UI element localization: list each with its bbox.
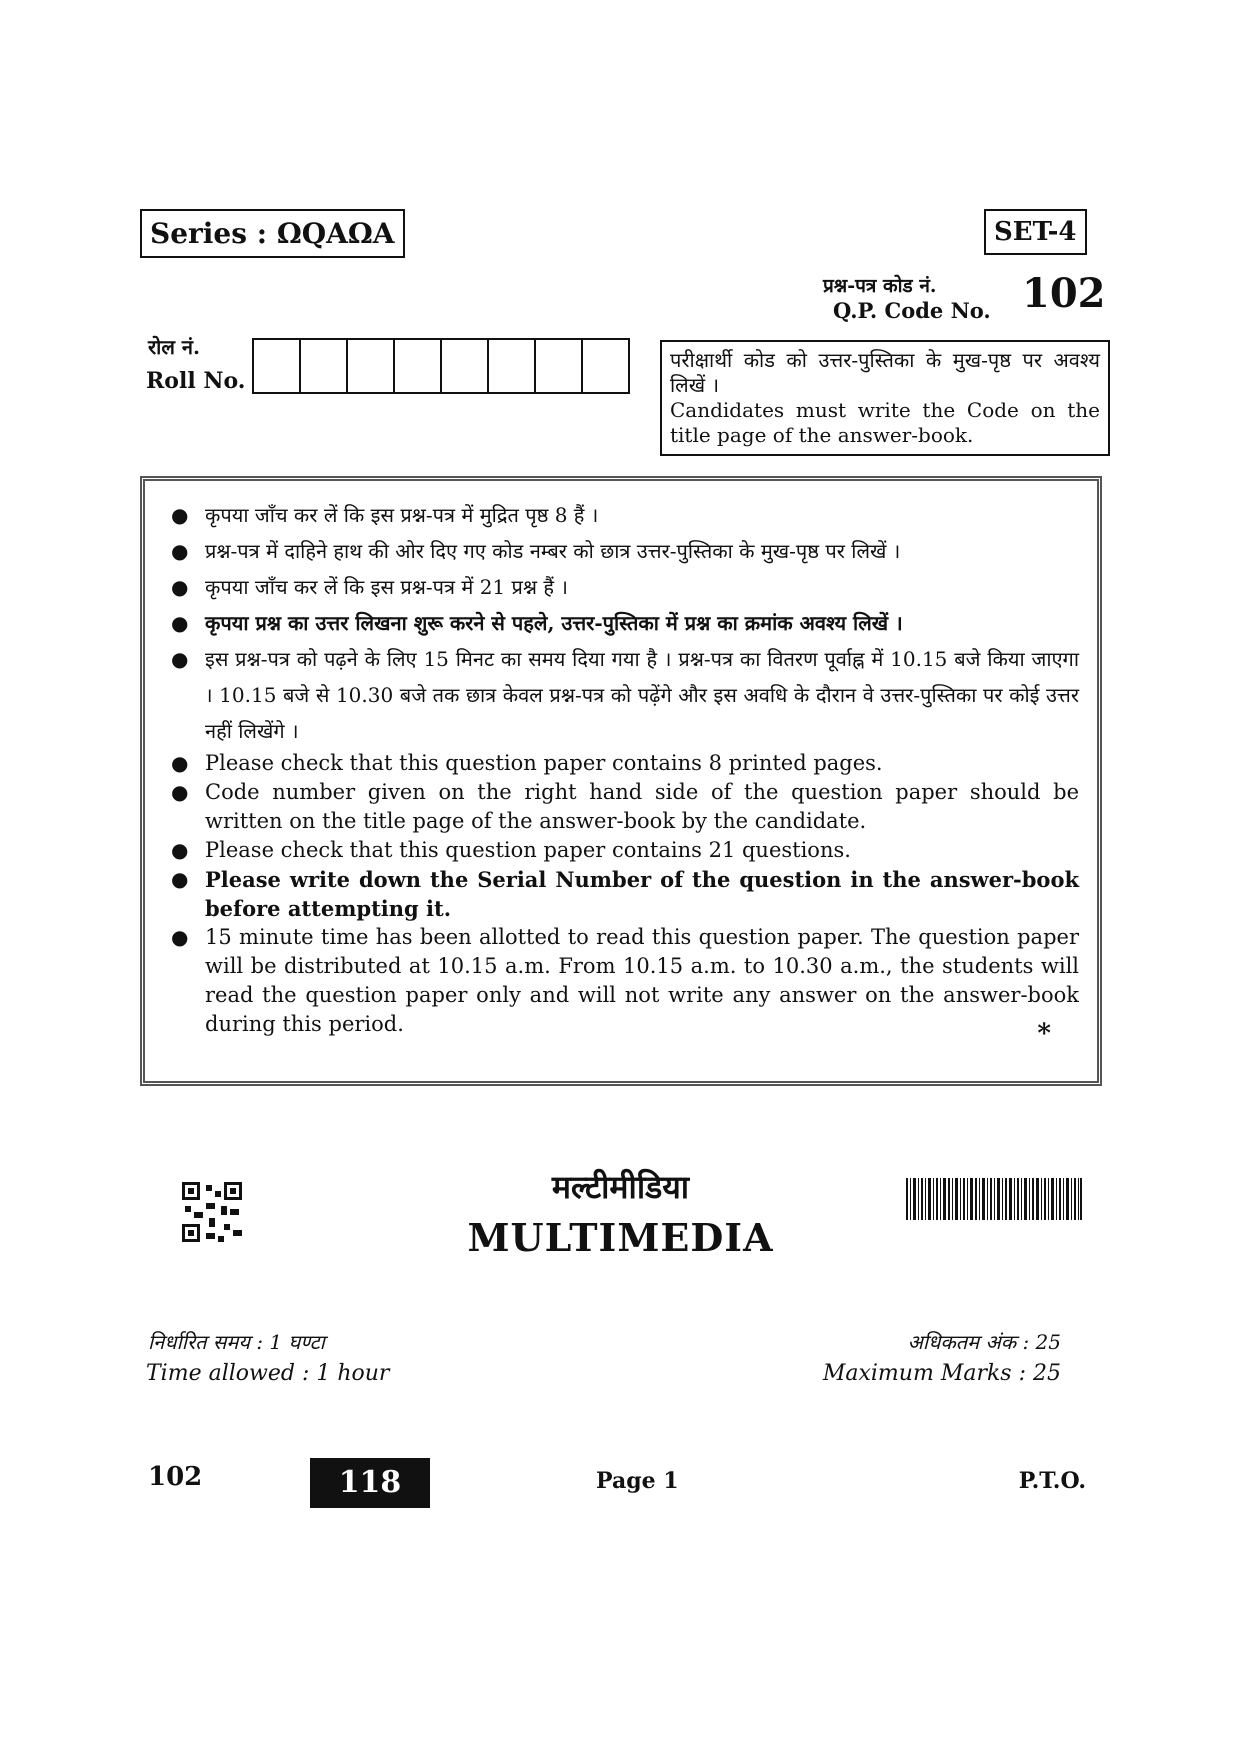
footer-code: 102 [148,1462,203,1492]
code-note-english: Candidates must write the Code on the title page of the answer-book. [670,398,1100,447]
roll-label-hindi: रोल नं. [148,335,200,359]
qp-code-label: Q.P. Code No. [833,298,991,323]
roll-number-boxes[interactable] [252,338,630,394]
instructions-hindi [157,497,1079,749]
instruction-item: ● Code number given on the right hand side of the question paper should be written on the title page of the answer-book by the candidate. [171,780,1079,833]
footer-number-box: 118 [310,1458,430,1508]
instruction-item: ● इस प्रश्न-पत्र को पढ़ने के लिए 15 मिनट का समय दिया गया है । प्रश्न-पत्र का वितरण पूर्वाह्न में 10.15 बजे किया जाएगा । 10.15 बजे से 10.30 बजे तक छात्र केवल प्रश्न-पत्र को पढ़ेंगे और इस अवधि के दौरान वे उत्तर-पुस्तिका पर कोई उत्तर नहीं लिखेंगे । [157,641,1079,749]
roll-digit-box[interactable] [583,340,628,392]
roll-digit-box[interactable] [536,340,583,392]
star-mark: * [1037,1019,1051,1049]
bullet-icon: ● [171,539,189,563]
instruction-item: ● कृपया जाँच कर लें कि इस प्रश्न-पत्र में मुद्रित पृष्ठ 8 हैं । [157,497,1079,533]
bullet-icon: ● [171,647,189,671]
instructions-box [140,476,1102,1086]
instruction-item: ● 15 minute time has been allotted to read this question paper. The question paper will be distributed at 10.15 a.m. From 10.15 a.m. to 10.30 a.m., the students will read the question paper only and will not write any answer on the answer-book during this period. [171,925,1079,1036]
pto-label: P.T.O. [1018,1468,1086,1494]
roll-digit-box[interactable] [348,340,395,392]
bullet-icon: ● [171,838,189,862]
barcode-icon [906,1178,1082,1220]
bullet-icon: ● [171,611,189,635]
series-label: Series : ΩQAΩA [140,209,405,258]
roll-digit-box[interactable] [301,340,348,392]
bullet-icon: ● [171,867,189,891]
bullet-icon: ● [171,925,189,949]
bullet-icon: ● [171,751,189,775]
code-note-hindi: परीक्षार्थी कोड को उत्तर-पुस्तिका के मुख-पृष्ठ पर अवश्य लिखें । [670,348,1100,397]
instruction-item: ● Please check that this question paper contains 21 questions. [157,836,1079,865]
instruction-item: ● कृपया प्रश्न का उत्तर लिखना शुरू करने से पहले, उत्तर-पुस्तिका में प्रश्न का क्रमांक अवश्य लिखें । [157,605,1079,641]
roll-digit-box[interactable] [254,340,301,392]
roll-digit-box[interactable] [395,340,442,392]
bullet-icon: ● [171,780,189,804]
qp-code-number: 102 [1022,270,1106,317]
roll-label: Roll No. [146,368,246,394]
time-allowed: Time allowed : 1 hour [146,1361,390,1386]
max-marks: Maximum Marks : 25 [822,1361,1061,1386]
qp-code-label-hindi: प्रश्न-पत्र कोड नं. [823,275,937,297]
instruction-item: ● Please check that this question paper contains 8 printed pages. [157,749,1079,778]
subject-title: MULTIMEDIA [467,1215,774,1260]
instruction-item: ● Please write down the Serial Number of the question in the answer-book before attempting it. [171,867,1079,921]
instruction-item: ● कृपया जाँच कर लें कि इस प्रश्न-पत्र में 21 प्रश्न हैं । [157,569,1079,605]
bullet-icon: ● [171,503,189,527]
roll-digit-box[interactable] [442,340,489,392]
roll-digit-box[interactable] [489,340,536,392]
instructions-english [157,749,1079,1039]
time-allowed-hindi: निर्धारित समय : 1 घण्टा [148,1330,325,1354]
bullet-icon: ● [171,575,189,599]
code-note-box [660,340,1110,456]
set-label: SET-4 [984,209,1087,255]
instruction-item: ● प्रश्न-पत्र में दाहिने हाथ की ओर दिए गए कोड नम्बर को छात्र उत्तर-पुस्तिका के मुख-पृष्ठ पर लिखें । [157,533,1079,569]
max-marks-hindi: अधिकतम अंक : 25 [907,1330,1061,1354]
subject-title-hindi: मल्टीमीडिया [551,1168,690,1206]
page-number: Page 1 [596,1468,679,1494]
